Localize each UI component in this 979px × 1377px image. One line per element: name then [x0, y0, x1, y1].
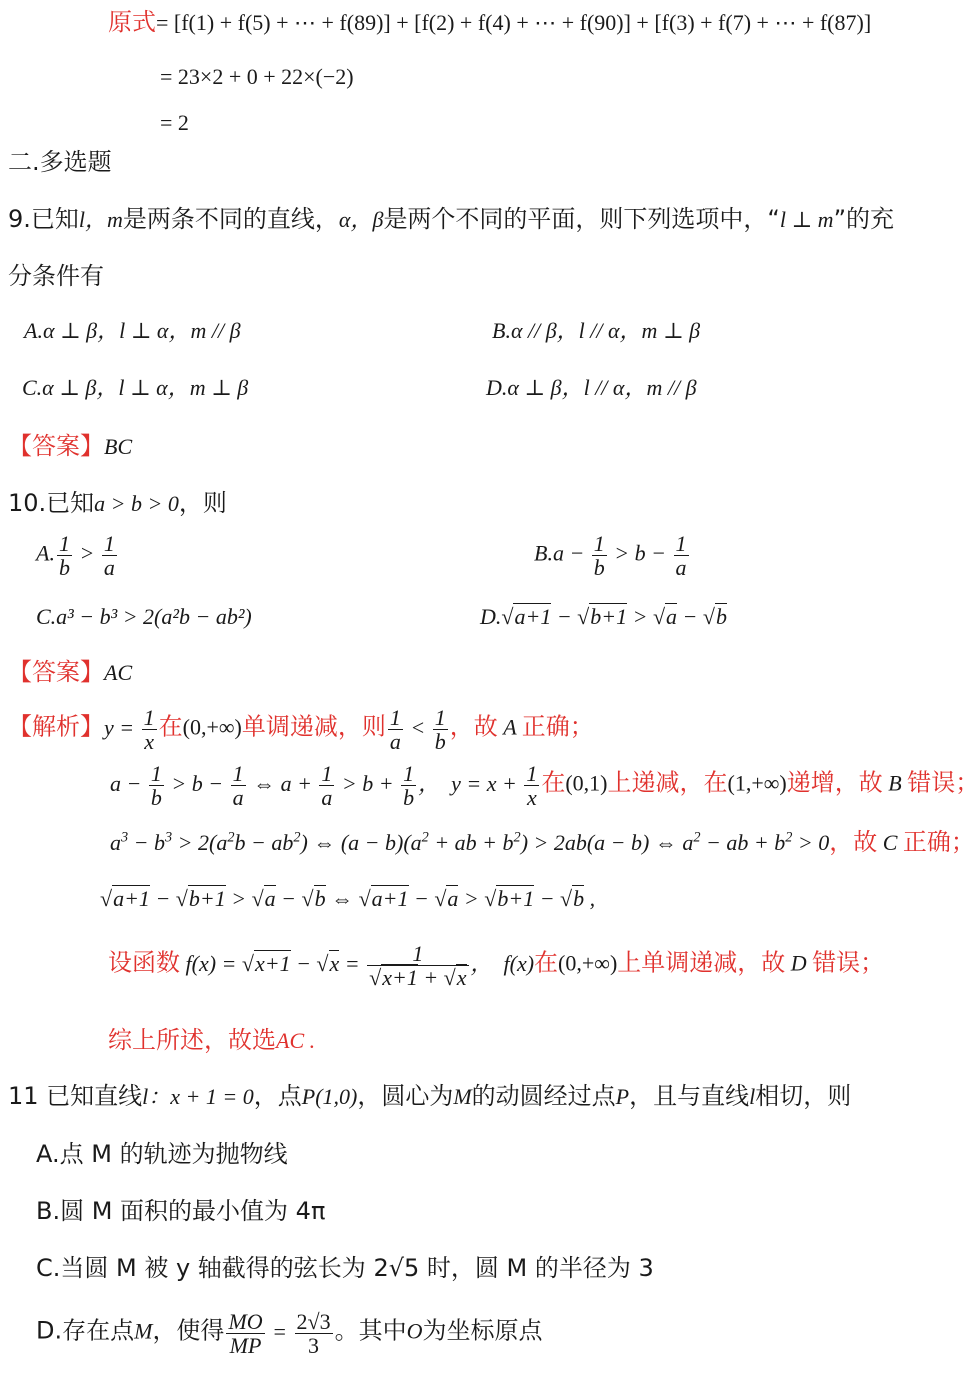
q9-answer	[8, 432, 132, 461]
section-title: 二.多选题	[8, 148, 112, 176]
q11-stem: 11 已知直线l：x + 1 = 0，点P(1,0)，圆心为M的动圆经过点P，且与直线l相切，则	[8, 1082, 852, 1110]
q9-stem: 9.已知l，m是两条不同的直线，α，β是两个不同的平面，则下列选项中，“l ⊥ m”的充	[8, 205, 895, 233]
q10-analysis-line4: √a+1 − √b+1 > √a − √b ⇔ √a+1 − √a > √b+1 − √b ,	[100, 886, 596, 911]
q10-analysis-line5: 设函数 f(x) = √x+1 − √x = $\frac{1}{√x+1 + √x}$ ， f(x)在(0,+∞)上单调递减，故 D 错误；	[108, 941, 885, 991]
q10-analysis-line2: a − $\frac{1}{b}$ > b − $\frac{1}{a}$ ⇔ a + $\frac{1}{a}$ > b + $\frac{1}{b}$ ， y = x + $\frac{1}{x}$ 在(0,1)上递减，在(1,+∞)递增，故 B 错误；	[110, 761, 979, 811]
q10-option-a: A. $\frac{1}{b}$ > $\frac{1}{a}$	[36, 531, 115, 581]
q11-option-a: A.点 M 的轨迹为抛物线	[36, 1140, 288, 1168]
prev-solution-label: 原式	[108, 8, 156, 36]
q9-option-d: D.α ⊥ β，l // α，m // β	[486, 375, 697, 400]
q10-analysis-line3: $a^3 - b^3 > 2(a^2b - ab^2)$ ⇔ $(a - b)(a^2$ + ab + $b^2) > 2ab(a - b)$ ⇔ $a^2$ − ab + $b^2 > 0$，故 C 正确；	[110, 828, 975, 856]
q9-option-c: C.α ⊥ β，l ⊥ α，m ⊥ β	[22, 375, 249, 400]
q9-option-a: A.α ⊥ β，l ⊥ α，m // β	[24, 318, 241, 343]
prev-solution-line3: = 2	[160, 110, 189, 135]
q10-option-b: B.a − $\frac{1}{b}$ > b − $\frac{1}{a}$	[534, 531, 687, 581]
q11-option-c: C.当圆 M 被 y 轴截得的弦长为 2√5 时，圆 M 的半径为 3	[36, 1254, 654, 1282]
prev-solution-line2: = 23×2 + 0 + 22×(−2)	[160, 64, 354, 89]
q10-answer: 【答案】AC	[8, 658, 133, 686]
prev-solution-line1: 原式= [f(1) + f(5) + ⋯ + f(89)] + [f(2) + f(4) + ⋯ + f(90)] + [f(3) + f(7) + ⋯ + f(87)]	[108, 8, 872, 36]
q10-option-c: C.a³ − b³ > 2(a²b − ab²)	[36, 604, 252, 629]
q11-option-b: B.圆 M 面积的最小值为 4π	[36, 1197, 326, 1225]
q10-stem: 10.已知a > b > 0，则	[8, 489, 227, 517]
q10-analysis-conclusion: 综上所述，故选AC .	[108, 1026, 316, 1054]
q10-analysis-line1: 【解析】y = $\frac{1}{x}$ 在(0,+∞)单调递减，则 $\frac{1}{a}$ < $\frac{1}{b}$ ，故 A 正确；	[8, 705, 594, 755]
q9-stem-line2: 分条件有	[8, 262, 104, 290]
answer-value: BC	[104, 434, 133, 459]
answer-label: 【答案】	[8, 432, 104, 460]
q10-option-d: D.√a+1 − √b+1 > √a − √b	[480, 604, 727, 629]
q11-option-d: D.存在点M，使得 $\frac{MO}{MP}$ = $\frac{2√3}{3}$ 。其中O为坐标原点	[36, 1309, 543, 1359]
q9-option-b: B.α // β，l // α，m ⊥ β	[492, 318, 701, 343]
